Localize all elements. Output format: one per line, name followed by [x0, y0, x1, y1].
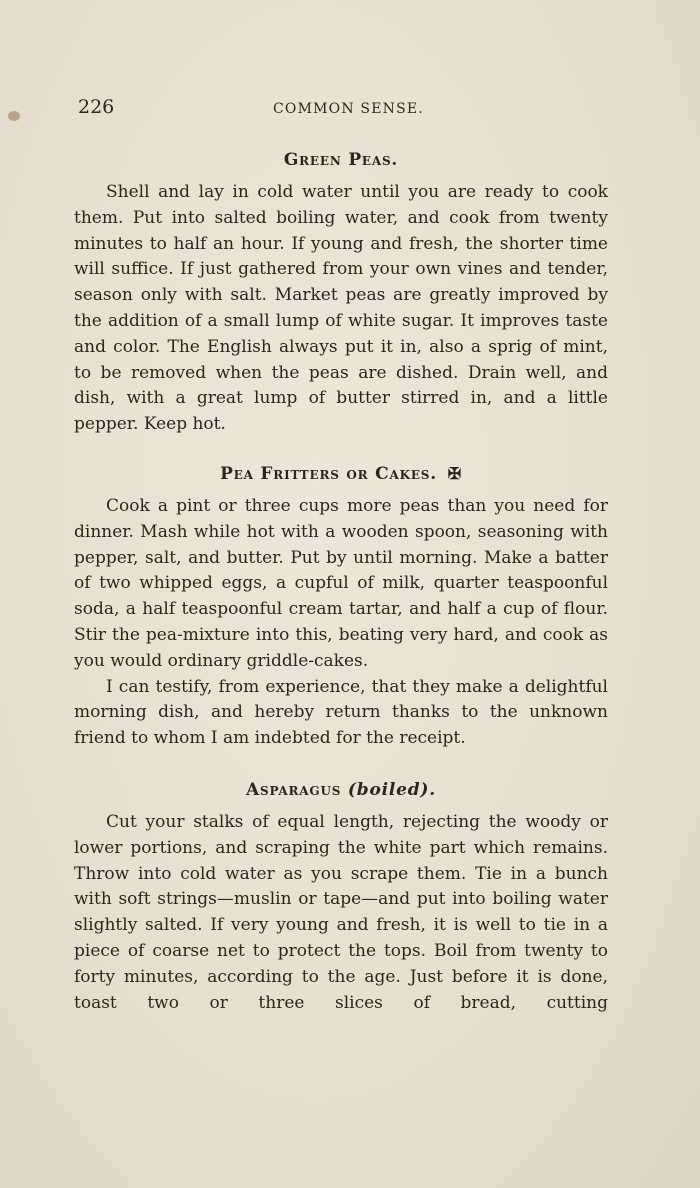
page-number: 226 — [78, 96, 115, 118]
paragraph: I can testify, from experience, that they make a delightful morning dish, and hereby return thanks to the unknown friend to whom I am indebted for the receipt. — [74, 676, 608, 749]
ink-blot — [8, 111, 20, 121]
heading-italic-text: (boiled). — [347, 779, 436, 800]
section-heading — [74, 146, 608, 180]
paragraph: Cut your stalks of equal length, rejecting the woody or lower portions, and scraping the white part which remains. Throw into cold water as you scrape them. Tie in a bunch with soft strings—muslin or tape—and put into boiling water slightly salted. If very young and fresh, it is well to tie in a piece of coarse net to protect the tops. Boil from twenty to forty minutes, according to the age. Just before it is done, toast two or three slices of bread, cutting — [74, 811, 608, 1013]
running-title: COMMON SENSE. — [273, 101, 424, 117]
paragraph: Shell and lay in cold water until you are ready to cook them. Put into salted boiling water, and cook from twenty minutes to half an hour. If young and fresh, the shorter time will suffice. If just gathered from your own vines and tender, season only with salt. Market peas are greatly improved by the addition of a small lump of white sugar. It improves taste and color. The English always put it in, also a sprig of mint, to be removed when the peas are dished. Drain well, and dish, with a great lump of butter stirred in, and a little pepper. Keep hot. — [74, 182, 608, 435]
heading-text: Asparagus — [246, 779, 342, 800]
section-heading — [74, 776, 608, 810]
paragraph: Cook a pint or three cups more peas than you need for dinner. Mash while hot with a wooden spoon, seasoning with pepper, salt, and butter. Put by until morning. Make a batter of two whipped eggs, a cupful of milk, quarter teaspoonful soda, a half teaspoonful cream tartar, and half a cup of flour. Stir the pea-mixture into this, beating very hard, and cook as you would ordinary griddle-cakes. — [74, 495, 608, 671]
section-heading — [74, 460, 608, 494]
heading-text: Green Peas. — [283, 150, 399, 170]
heading-text: Pea Fritters or Cakes. — [220, 463, 437, 484]
page-body — [74, 146, 608, 1016]
cross-pattee-icon: ✠ — [447, 463, 462, 483]
running-head — [78, 96, 608, 126]
